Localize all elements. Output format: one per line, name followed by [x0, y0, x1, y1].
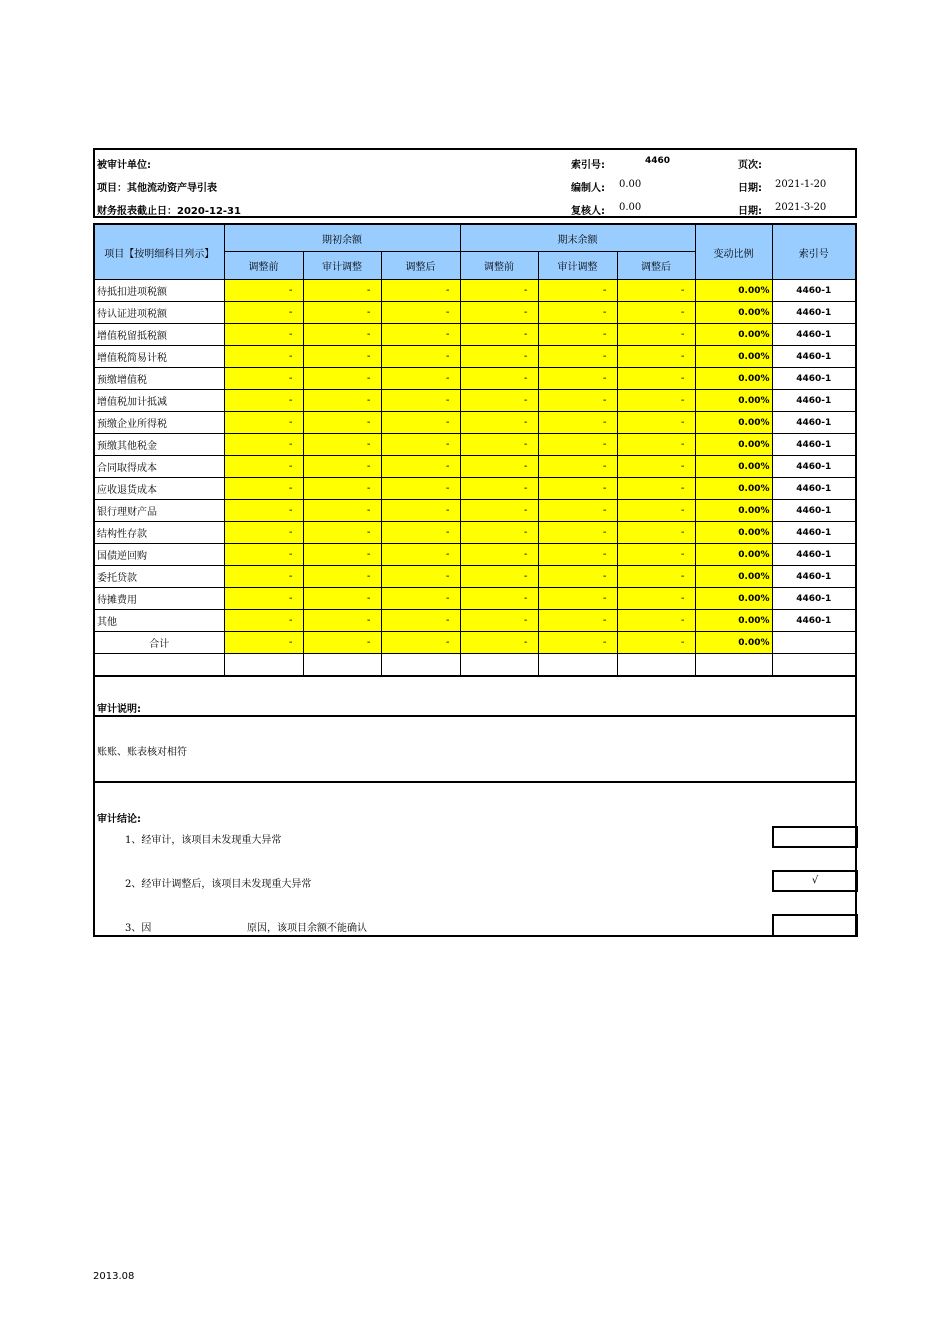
amount-cell[interactable]: - [224, 324, 303, 346]
amount-cell[interactable]: - [381, 588, 460, 610]
row-item-name: 合同取得成本 [94, 456, 224, 478]
amount-cell[interactable]: - [224, 412, 303, 434]
audited-unit-label: 被审计单位: [97, 160, 151, 171]
conclusion-3-prefix: 3、因 [125, 923, 152, 934]
amount-cell[interactable]: - [460, 390, 538, 412]
table-row [94, 500, 856, 522]
table-row [94, 456, 856, 478]
table-row [94, 478, 856, 500]
index-ref-cell[interactable]: 4460-1 [772, 522, 856, 544]
amount-cell[interactable]: - [381, 610, 460, 632]
amount-cell[interactable]: - [538, 302, 617, 324]
amount-cell[interactable]: - [617, 390, 695, 412]
change-pct-cell[interactable]: 0.00% [695, 500, 772, 522]
table-row [94, 390, 856, 412]
row-item-name: 增值税加计抵减 [94, 390, 224, 412]
amount-cell[interactable]: - [224, 346, 303, 368]
amount-cell[interactable]: - [617, 280, 695, 302]
sub-before-header: 调整前 [224, 252, 303, 280]
amount-cell[interactable]: - [381, 478, 460, 500]
amount-cell[interactable]: - [617, 500, 695, 522]
index-ref-cell[interactable]: 4460-1 [772, 544, 856, 566]
sub-adjust-header: 审计调整 [303, 252, 381, 280]
row-item-name: 预缴增值税 [94, 368, 224, 390]
change-pct-cell[interactable]: 0.00% [695, 390, 772, 412]
period-label: 财务报表截止日：2020-12-31 [97, 206, 241, 217]
amount-cell[interactable]: - [303, 610, 381, 632]
amount-cell[interactable]: - [538, 544, 617, 566]
amount-cell[interactable]: - [460, 522, 538, 544]
total-change-pct[interactable]: 0.00% [695, 632, 772, 654]
amount-cell[interactable]: - [224, 610, 303, 632]
amount-cell[interactable]: - [460, 610, 538, 632]
sub-after-header: 调整后 [381, 252, 460, 280]
amount-cell[interactable]: - [303, 368, 381, 390]
total-ref-cell [772, 632, 856, 654]
table-row [94, 544, 856, 566]
table-row [94, 566, 856, 588]
amount-cell[interactable]: - [460, 324, 538, 346]
conclusion-3-checkbox[interactable] [772, 914, 858, 937]
change-pct-cell[interactable]: 0.00% [695, 280, 772, 302]
amount-cell[interactable]: - [538, 610, 617, 632]
table-row [94, 368, 856, 390]
row-item-name: 预缴其他税金 [94, 434, 224, 456]
amount-cell[interactable]: - [460, 434, 538, 456]
amount-cell[interactable]: - [381, 412, 460, 434]
table-row [94, 610, 856, 632]
table-row [94, 412, 856, 434]
amount-cell[interactable]: - [538, 566, 617, 588]
index-ref-cell[interactable]: 4460-1 [772, 566, 856, 588]
project-label: 项目：其他流动资产导引表 [97, 183, 217, 194]
amount-cell[interactable]: - [538, 478, 617, 500]
amount-cell[interactable]: - [224, 588, 303, 610]
row-item-name: 预缴企业所得税 [94, 412, 224, 434]
amount-cell[interactable]: - [303, 412, 381, 434]
amount-cell[interactable]: - [538, 368, 617, 390]
amount-cell[interactable]: - [381, 324, 460, 346]
table-row [94, 280, 856, 302]
amount-cell[interactable]: - [303, 346, 381, 368]
total-cell[interactable]: - [538, 632, 617, 654]
change-pct-cell[interactable]: 0.00% [695, 544, 772, 566]
index-ref-cell[interactable]: 4460-1 [772, 434, 856, 456]
conclusion-2-checkbox[interactable]: √ [772, 870, 858, 892]
amount-cell[interactable]: - [303, 522, 381, 544]
amount-cell[interactable]: - [224, 566, 303, 588]
change-pct-cell[interactable]: 0.00% [695, 368, 772, 390]
table-row [94, 588, 856, 610]
notes-block [93, 672, 857, 937]
preparer-label: 编制人: [571, 183, 605, 194]
index-ref-cell[interactable]: 4460-1 [772, 588, 856, 610]
amount-cell[interactable]: - [303, 390, 381, 412]
group-begin-header: 期初余额 [224, 224, 460, 252]
amount-cell[interactable]: - [538, 324, 617, 346]
change-pct-cell[interactable]: 0.00% [695, 588, 772, 610]
amount-cell[interactable]: - [538, 412, 617, 434]
group-end-header: 期末余额 [460, 224, 695, 252]
row-item-name: 增值税简易计税 [94, 346, 224, 368]
amount-cell[interactable]: - [224, 456, 303, 478]
index-value: 4460 [645, 156, 671, 166]
change-pct-cell[interactable]: 0.00% [695, 610, 772, 632]
amount-cell[interactable]: - [303, 588, 381, 610]
amount-cell[interactable]: - [303, 434, 381, 456]
preparer-value: 0.00 [619, 179, 642, 190]
amount-cell[interactable]: - [303, 302, 381, 324]
amount-cell[interactable]: - [617, 478, 695, 500]
conclusion-label: 审计结论: [97, 814, 141, 825]
index-ref-cell[interactable]: 4460-1 [772, 478, 856, 500]
amount-cell[interactable]: - [381, 346, 460, 368]
index-ref-cell[interactable]: 4460-1 [772, 280, 856, 302]
page-label: 页次: [738, 160, 762, 171]
amount-cell[interactable]: - [460, 368, 538, 390]
amount-cell[interactable]: - [617, 566, 695, 588]
conclusion-2-text: 2、经审计调整后，该项目未发现重大异常 [125, 879, 312, 890]
row-item-name: 待认证进项税额 [94, 302, 224, 324]
amount-cell[interactable]: - [617, 544, 695, 566]
total-cell[interactable]: - [303, 632, 381, 654]
amount-cell[interactable]: - [381, 434, 460, 456]
total-cell[interactable]: - [224, 632, 303, 654]
change-pct-cell[interactable]: 0.00% [695, 302, 772, 324]
amount-cell[interactable]: - [460, 566, 538, 588]
amount-cell[interactable]: - [303, 500, 381, 522]
row-item-name: 国债逆回购 [94, 544, 224, 566]
amount-cell[interactable]: - [460, 302, 538, 324]
amount-cell[interactable]: - [381, 302, 460, 324]
row-item-name: 增值税留抵税额 [94, 324, 224, 346]
amount-cell[interactable]: - [538, 522, 617, 544]
index-ref-cell[interactable]: 4460-1 [772, 324, 856, 346]
col-item-header: 项目【按明细科目列示】 [94, 224, 224, 280]
row-item-name: 结构性存款 [94, 522, 224, 544]
sub-adjust-header: 审计调整 [538, 252, 617, 280]
amount-cell[interactable]: - [224, 522, 303, 544]
conclusion-1-checkbox[interactable] [772, 826, 858, 848]
date-label-2: 日期: [738, 206, 762, 217]
amount-cell[interactable]: - [381, 368, 460, 390]
amount-cell[interactable]: - [303, 478, 381, 500]
total-cell[interactable]: - [381, 632, 460, 654]
amount-cell[interactable]: - [381, 544, 460, 566]
change-pct-cell[interactable]: 0.00% [695, 324, 772, 346]
audit-note-label: 审计说明: [97, 704, 141, 715]
col-change-header: 变动比例 [695, 224, 772, 280]
version-footer: 2013.08 [93, 1271, 135, 1282]
date-label-1: 日期: [738, 183, 762, 194]
amount-cell[interactable]: - [617, 302, 695, 324]
table-row [94, 434, 856, 456]
sub-after-header: 调整后 [617, 252, 695, 280]
row-item-name: 委托贷款 [94, 566, 224, 588]
index-ref-cell[interactable]: 4460-1 [772, 610, 856, 632]
row-item-name: 其他 [94, 610, 224, 632]
index-label: 索引号: [571, 160, 605, 171]
change-pct-cell[interactable]: 0.00% [695, 456, 772, 478]
change-pct-cell[interactable]: 0.00% [695, 478, 772, 500]
row-item-name: 银行理财产品 [94, 500, 224, 522]
change-pct-cell[interactable]: 0.00% [695, 434, 772, 456]
change-pct-cell[interactable]: 0.00% [695, 346, 772, 368]
amount-cell[interactable]: - [381, 390, 460, 412]
divider [95, 781, 855, 783]
amount-cell[interactable]: - [617, 412, 695, 434]
col-ref-header: 索引号 [772, 224, 856, 280]
change-pct-cell[interactable]: 0.00% [695, 566, 772, 588]
reviewer-value: 0.00 [619, 202, 642, 213]
amount-cell[interactable]: - [460, 500, 538, 522]
amount-cell[interactable]: - [224, 434, 303, 456]
amount-cell[interactable]: - [303, 544, 381, 566]
amount-cell[interactable]: - [381, 280, 460, 302]
conclusion-3-suffix: 原因，该项目余额不能确认 [247, 923, 367, 934]
amount-cell[interactable]: - [617, 346, 695, 368]
amount-cell[interactable]: - [460, 412, 538, 434]
amount-cell[interactable]: - [381, 566, 460, 588]
amount-cell[interactable]: - [538, 500, 617, 522]
index-ref-cell[interactable]: 4460-1 [772, 368, 856, 390]
total-cell[interactable]: - [617, 632, 695, 654]
conclusion-1-text: 1、经审计，该项目未发现重大异常 [125, 835, 282, 846]
date-value-1: 2021-1-20 [775, 179, 827, 190]
change-pct-cell[interactable]: 0.00% [695, 522, 772, 544]
table-row [94, 324, 856, 346]
amount-cell[interactable]: - [617, 368, 695, 390]
index-ref-cell[interactable]: 4460-1 [772, 346, 856, 368]
divider [95, 715, 855, 717]
table-row [94, 346, 856, 368]
amount-cell[interactable]: - [303, 324, 381, 346]
amount-cell[interactable]: - [538, 434, 617, 456]
amount-cell[interactable]: - [538, 346, 617, 368]
amount-cell[interactable]: - [617, 324, 695, 346]
amount-cell[interactable]: - [538, 390, 617, 412]
amount-cell[interactable]: - [617, 610, 695, 632]
amount-cell[interactable]: - [224, 302, 303, 324]
amount-cell[interactable]: - [538, 588, 617, 610]
amount-cell[interactable]: - [460, 478, 538, 500]
total-cell[interactable]: - [460, 632, 538, 654]
sub-before-header: 调整前 [460, 252, 538, 280]
index-ref-cell[interactable]: 4460-1 [772, 456, 856, 478]
amount-cell[interactable]: - [460, 588, 538, 610]
detail-table [93, 223, 857, 677]
amount-cell[interactable]: - [460, 280, 538, 302]
row-item-name: 待抵扣进项税额 [94, 280, 224, 302]
amount-cell[interactable]: - [617, 588, 695, 610]
total-row [94, 632, 856, 654]
date-value-2: 2021-3-20 [775, 202, 827, 213]
amount-cell[interactable]: - [538, 280, 617, 302]
amount-cell[interactable]: - [460, 544, 538, 566]
amount-cell[interactable]: - [617, 434, 695, 456]
row-item-name: 应收退货成本 [94, 478, 224, 500]
table-row [94, 522, 856, 544]
index-ref-cell[interactable]: 4460-1 [772, 302, 856, 324]
total-label: 合计 [94, 632, 224, 654]
index-ref-cell[interactable]: 4460-1 [772, 500, 856, 522]
amount-cell[interactable]: - [303, 566, 381, 588]
amount-cell[interactable]: - [224, 368, 303, 390]
amount-cell[interactable]: - [224, 390, 303, 412]
amount-cell[interactable]: - [538, 456, 617, 478]
reviewer-label: 复核人: [571, 206, 605, 217]
amount-cell[interactable]: - [381, 500, 460, 522]
amount-cell[interactable]: - [460, 346, 538, 368]
amount-cell[interactable]: - [381, 456, 460, 478]
audit-note-text: 账账、账表核对相符 [97, 747, 187, 758]
amount-cell[interactable]: - [381, 522, 460, 544]
amount-cell[interactable]: - [617, 456, 695, 478]
table-row [94, 302, 856, 324]
row-item-name: 待摊费用 [94, 588, 224, 610]
amount-cell[interactable]: - [460, 456, 538, 478]
amount-cell[interactable]: - [224, 544, 303, 566]
index-ref-cell[interactable]: 4460-1 [772, 390, 856, 412]
amount-cell[interactable]: - [303, 456, 381, 478]
amount-cell[interactable]: - [224, 280, 303, 302]
amount-cell[interactable]: - [617, 522, 695, 544]
header-info-block [93, 148, 857, 218]
amount-cell[interactable]: - [303, 280, 381, 302]
change-pct-cell[interactable]: 0.00% [695, 412, 772, 434]
amount-cell[interactable]: - [224, 500, 303, 522]
amount-cell[interactable]: - [224, 478, 303, 500]
index-ref-cell[interactable]: 4460-1 [772, 412, 856, 434]
